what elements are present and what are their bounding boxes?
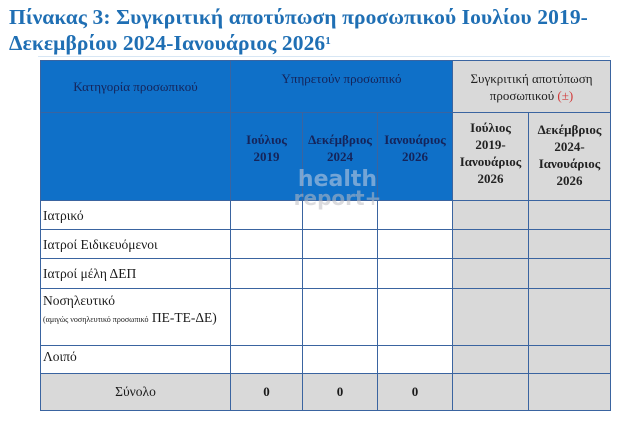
row-label: Νοσηλευτικό: [43, 293, 116, 308]
col-header-dec2024-jan2026: Δεκέμβριος 2024- Ιανουάριος 2026: [529, 113, 611, 201]
cell: [303, 230, 378, 259]
row-label: Λοιπό: [41, 346, 231, 374]
staff-comparison-table: [40, 60, 611, 411]
col-header-jul-2019: Ιούλιος 2019: [231, 113, 303, 201]
total-cell: 0: [231, 374, 303, 411]
caption-line-1: Πίνακας 3: Συγκριτική αποτύπωση προσωπικού Ιουλίου 2019-: [9, 5, 588, 29]
cell: [231, 259, 303, 289]
col-header-dec-2024: Δεκέμβριος 2024: [303, 113, 378, 201]
total-cell: 0: [303, 374, 378, 411]
row-label: Ιατρικό: [41, 201, 231, 230]
cell: [231, 230, 303, 259]
cell: [453, 201, 529, 230]
plus-minus-symbol: (±): [557, 87, 574, 103]
cell: [529, 259, 611, 289]
table-caption: [9, 4, 619, 56]
cell: [378, 289, 453, 346]
cell: [453, 289, 529, 346]
cell: [378, 259, 453, 289]
cell: [303, 259, 378, 289]
cell: [303, 346, 378, 374]
header-serving: Υπηρετούν προσωπικό: [231, 61, 453, 113]
cell: [453, 230, 529, 259]
cell: [378, 346, 453, 374]
total-cell: [453, 374, 529, 411]
cell: [529, 346, 611, 374]
cell: [453, 346, 529, 374]
col-header-jul2019-jan2026: Ιούλιος 2019- Ιανουάριος 2026: [453, 113, 529, 201]
table-row: [41, 201, 611, 230]
row-label: Ιατροί μέλη ΔΕΠ: [41, 259, 231, 289]
table-row: [41, 289, 611, 346]
cell: [529, 201, 611, 230]
cell: [303, 201, 378, 230]
table-row: [41, 346, 611, 374]
header-comparison: [453, 61, 611, 113]
row-label-nursing: [41, 289, 231, 346]
watermark-line-2: report+: [293, 186, 382, 210]
cell: [529, 230, 611, 259]
cell: [231, 289, 303, 346]
row-label: Ιατροί Ειδικευόμενοι: [41, 230, 231, 259]
total-cell: 0: [378, 374, 453, 411]
cell: [378, 230, 453, 259]
header-comparison-text: Συγκριτική αποτύπωση προσωπικού: [470, 70, 593, 103]
header-category: Κατηγορία προσωπικού: [41, 61, 231, 113]
caption-line-2: Δεκεμβρίου 2024-Ιανουάριος 2026: [9, 31, 326, 55]
table-row: [41, 230, 611, 259]
divider: [38, 56, 610, 57]
total-label: Σύνολο: [41, 374, 231, 411]
cell: [529, 289, 611, 346]
row-note: ΠΕ-ΤΕ-ΔΕ): [151, 310, 217, 325]
cell: [453, 259, 529, 289]
cell: [378, 201, 453, 230]
cell: [231, 201, 303, 230]
cell: [303, 289, 378, 346]
col-header-jan-2026: Ιανουάριος 2026: [378, 113, 453, 201]
watermark-line-1: health: [297, 167, 378, 192]
footnote-mark: 1: [325, 35, 331, 47]
table-row: [41, 259, 611, 289]
total-cell: [529, 374, 611, 411]
row-note-small: (αμιγώς νοσηλευτικό προσωπικό: [43, 315, 149, 324]
total-row: [41, 374, 611, 411]
header-empty: [41, 113, 231, 201]
cell: [231, 346, 303, 374]
